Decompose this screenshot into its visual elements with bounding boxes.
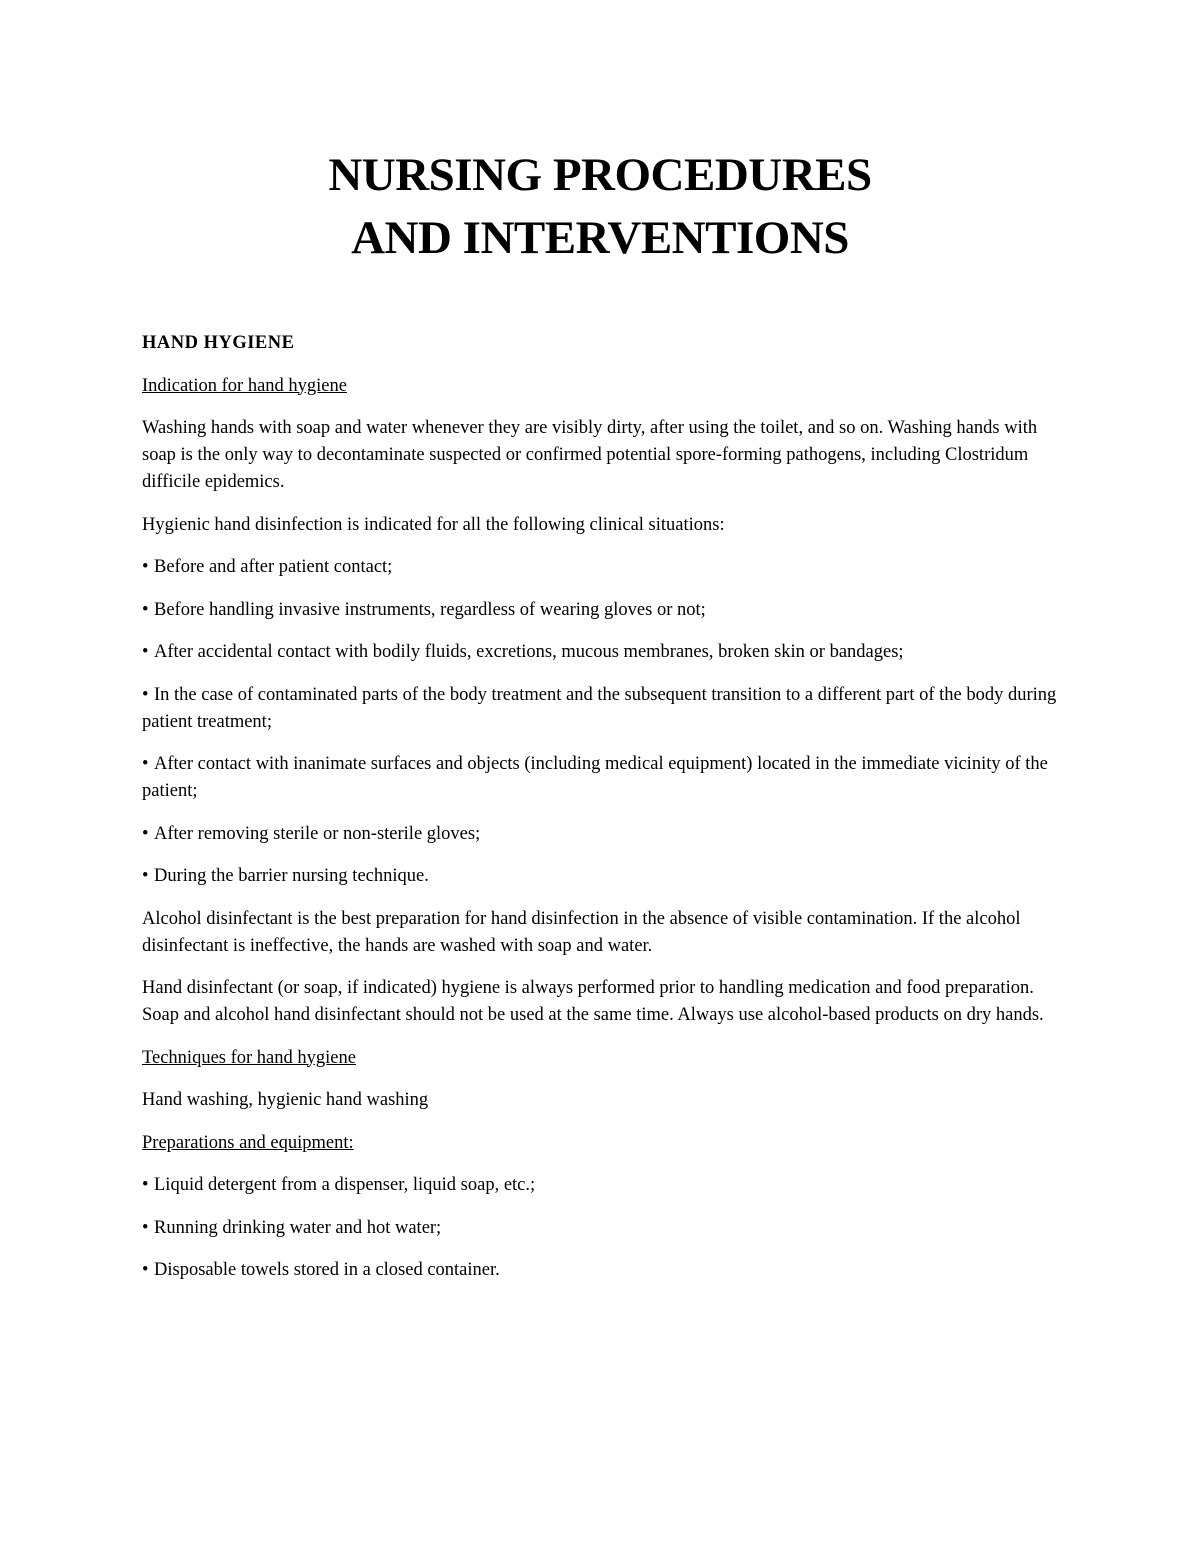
bullet-text: After accidental contact with bodily fluids, excretions, mucous membranes, broken skin or bandages; [154, 642, 904, 662]
bullet-text: Disposable towels stored in a closed container. [154, 1260, 500, 1280]
section-heading-hand-hygiene: HAND HYGIENE [142, 333, 295, 353]
bullet-marker: • [142, 1175, 149, 1195]
bullet-marker: • [142, 823, 149, 844]
bullet-text: After removing sterile or non-sterile gloves; [154, 823, 481, 844]
subheading-techniques: Techniques for hand hygiene [142, 1047, 356, 1068]
preparation-bullet-item [142, 1257, 1062, 1284]
paragraph-techniques: Hand washing, hygienic hand washing [142, 1090, 429, 1110]
document-title-line-2: AND INTERVENTIONS [351, 212, 849, 264]
subheading-indication: Indication for hand hygiene [142, 375, 347, 396]
indication-bullet-item [142, 863, 1062, 890]
indication-bullet-item [142, 751, 1062, 805]
paragraph-hygienic-intro: Hygienic hand disinfection is indicated for all the following clinical situations: [142, 514, 725, 535]
paragraph-hand-disinfectant: Hand disinfectant (or soap, if indicated) hygiene is always performed prior to handling medication and food preparation. Soap and alcohol hand disinfectant should not be used at the same time. Always use alcohol-based products on dry hands. [142, 978, 1044, 1025]
bullet-text: Before and after patient contact; [154, 557, 393, 577]
indication-bullet-item [142, 682, 1062, 736]
bullet-text: After contact with inanimate surfaces and objects (including medical equipment) located in the immediate vicinity of the patient; [142, 754, 1048, 801]
document-body [142, 330, 1062, 1300]
bullet-marker: • [142, 557, 149, 577]
bullet-text: Liquid detergent from a dispenser, liquid soap, etc.; [154, 1175, 536, 1195]
indication-bullet-item [142, 554, 1062, 581]
indication-bullet-item [142, 639, 1062, 666]
bullet-text: During the barrier nursing technique. [154, 866, 429, 886]
paragraph-alcohol-disinfectant: Alcohol disinfectant is the best preparation for hand disinfection in the absence of visible contamination. If the alcohol disinfectant is ineffective, the hands are washed with soap and water. [142, 908, 1021, 956]
bullet-marker: • [142, 642, 149, 662]
paragraph-washing-hands: Washing hands with soap and water whenever they are visibly dirty, after using the toilet, and so on. Washing hands with soap is the only way to decontaminate suspected or confirmed potential spore-forming pathogens, including Clostridum difficile epidemics. [142, 418, 1038, 492]
bullet-marker: • [142, 1260, 149, 1280]
bullet-text: In the case of contaminated parts of the body treatment and the subsequent transition to a different part of the body during patient treatment; [142, 684, 1057, 732]
bullet-text: Before handling invasive instruments, regardless of wearing gloves or not; [154, 599, 706, 620]
bullet-marker: • [142, 1217, 149, 1238]
preparation-bullet-item [142, 1172, 1062, 1199]
bullet-marker: • [142, 599, 149, 620]
bullet-marker: • [142, 754, 149, 774]
preparation-bullet-item [142, 1215, 1062, 1242]
bullet-text: Running drinking water and hot water; [154, 1217, 442, 1238]
bullet-marker: • [142, 684, 149, 705]
subheading-preparations: Preparations and equipment: [142, 1132, 354, 1153]
bullet-marker: • [142, 866, 149, 886]
indication-bullet-item [142, 597, 1062, 624]
document-title-line-1: NURSING PROCEDURES [328, 149, 872, 201]
indication-bullet-item [142, 821, 1062, 848]
